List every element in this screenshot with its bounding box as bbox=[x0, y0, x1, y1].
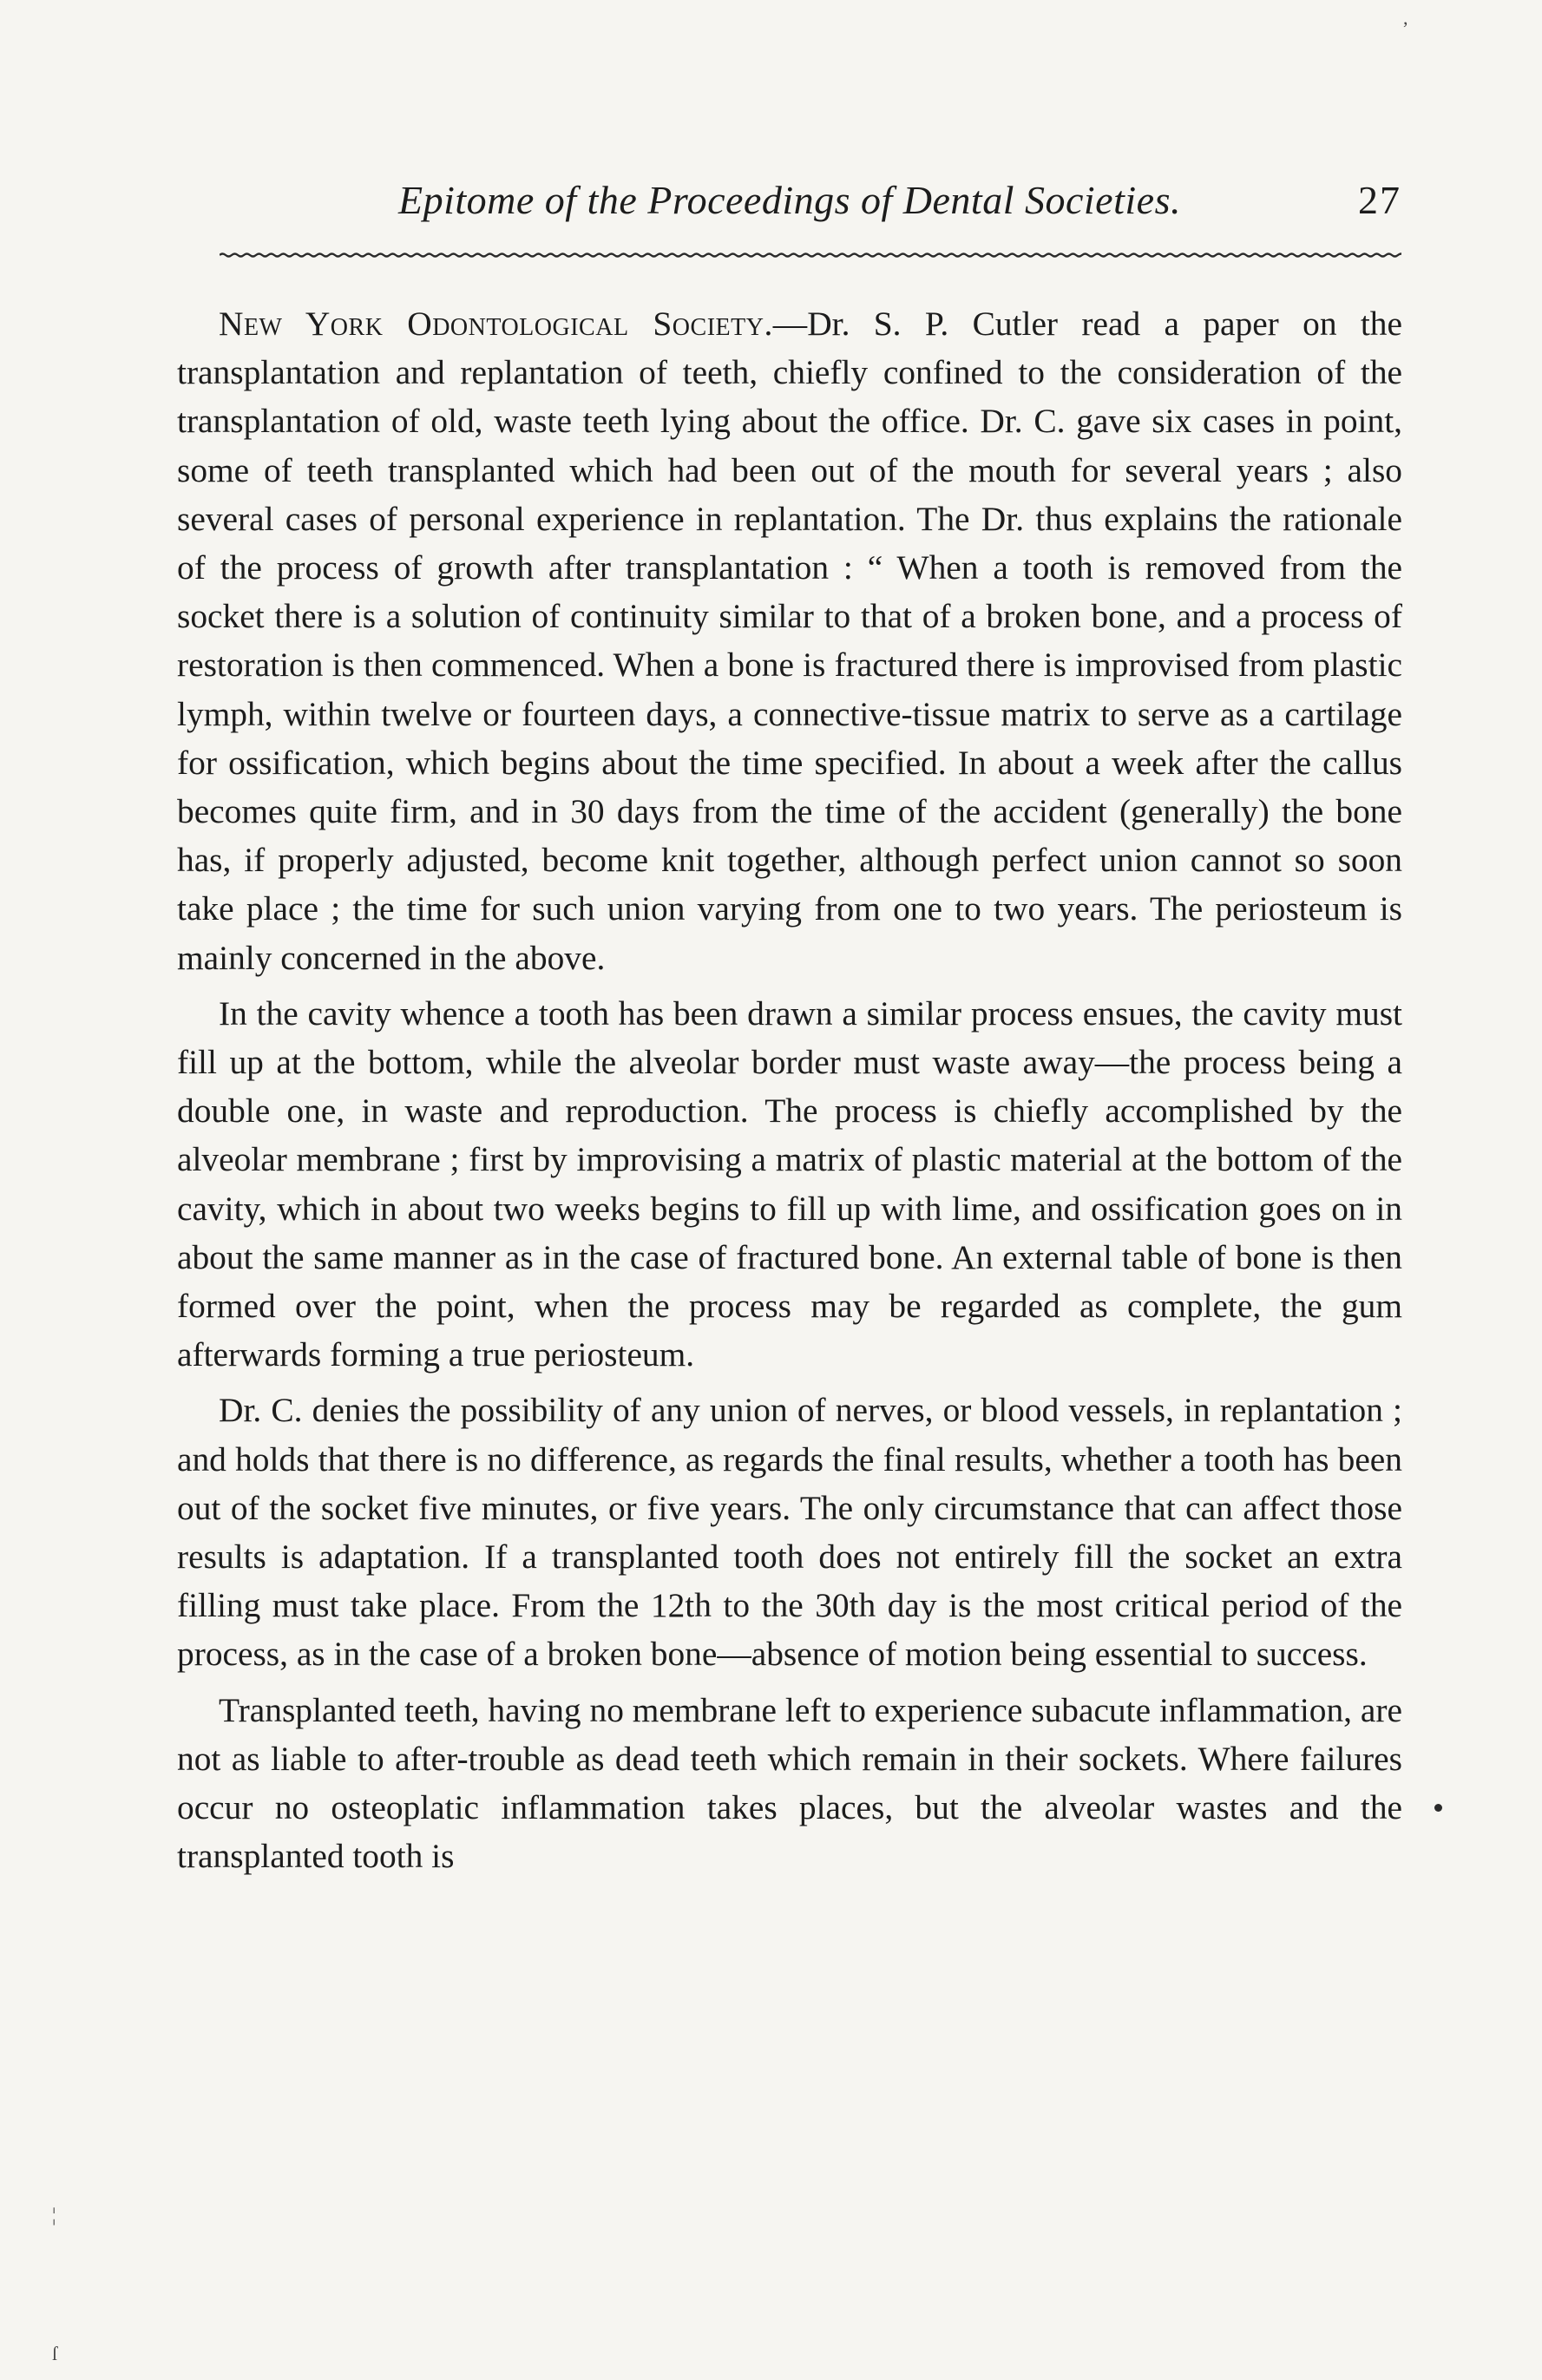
paragraph-3: Dr. C. denies the possibility of any union of nerves, or blood vessels, in replantation ; and holds that there is no difference, as regards the final results, whether a tooth has been out of the socket five minutes, or five years. The only circumstance that can affect those results is adaptation. If a transplanted tooth does not entirely fill the socket an extra filling must take place. From the 12th to the 30th day is the most critical period of the process, as in the case of a broken bone—absence of motion being essential to success. bbox=[177, 1391, 1402, 1674]
wavy-rule-divider bbox=[220, 250, 1401, 260]
running-head bbox=[178, 170, 1401, 231]
paragraph-2: In the cavity whence a tooth has been drawn a similar process ensues, the cavity must fill up at the bottom, while the alveolar border must waste away—the process being a double one, in waste and reproduction. The process is chiefly accomplished by the alveolar membrane ; first by improvising a matrix of plastic material at the bottom of the cavity, which in about two weeks begins to fill up with lime, and ossification goes on in about the same manner as in the case of fractured bone. An external table of bone is then formed over the point, when the process may be regarded as complete, the gum afterwards forming a true periosteum. bbox=[177, 993, 1402, 1374]
paragraph-1-text: —Dr. S. P. Cutler read a paper on the transplantation and replantation of teeth, chiefly confined to the consideration of the transplantation of old, waste teeth lying about the office. Dr. C. gave six cases in point, some of teeth transplanted which had been out of the mouth for several years ; also several cases of personal experience in replantation. The Dr. thus explains the rationale of the process of growth after transplantation : “ When a tooth is removed from the socket there is a solution of continuity similar to that of a broken bone, and a process of restoration is then commenced. When a bone is fractured there is improvised from plastic lymph, within twelve or fourteen days, a connective-tissue matrix to serve as a cartilage for ossification, which begins about the time specified. In about a week after the callus becomes quite firm, and in 30 days from the time of the accident (generally) the bone has, if properly adjusted, become knit together, although perfect union cannot so soon take place ; the time for such union varying from one to two years. The periosteum is mainly concerned in the above. bbox=[177, 305, 1402, 977]
body-text bbox=[177, 299, 1402, 1881]
running-title: Epitome of the Proceedings of Dental Societies. bbox=[398, 178, 1181, 222]
society-name: New York Odontological Society. bbox=[219, 305, 773, 343]
paragraph-1 bbox=[177, 299, 1402, 982]
paragraph-4: Transplanted teeth, having no membrane left to experience subacute inflammation, are not as liable to after-trouble as dead teeth which remain in their sockets. Where failures occur no osteoplatic inflammation takes places, but the alveolar wastes and the transplanted tooth is bbox=[177, 1690, 1402, 1876]
page-number: 27 bbox=[1358, 178, 1401, 222]
margin-speck-2: ſ bbox=[52, 2343, 58, 2364]
margin-dot bbox=[1434, 1804, 1442, 1812]
margin-speck-1: ¦ bbox=[52, 2204, 56, 2226]
corner-speck: , bbox=[1403, 7, 1408, 29]
